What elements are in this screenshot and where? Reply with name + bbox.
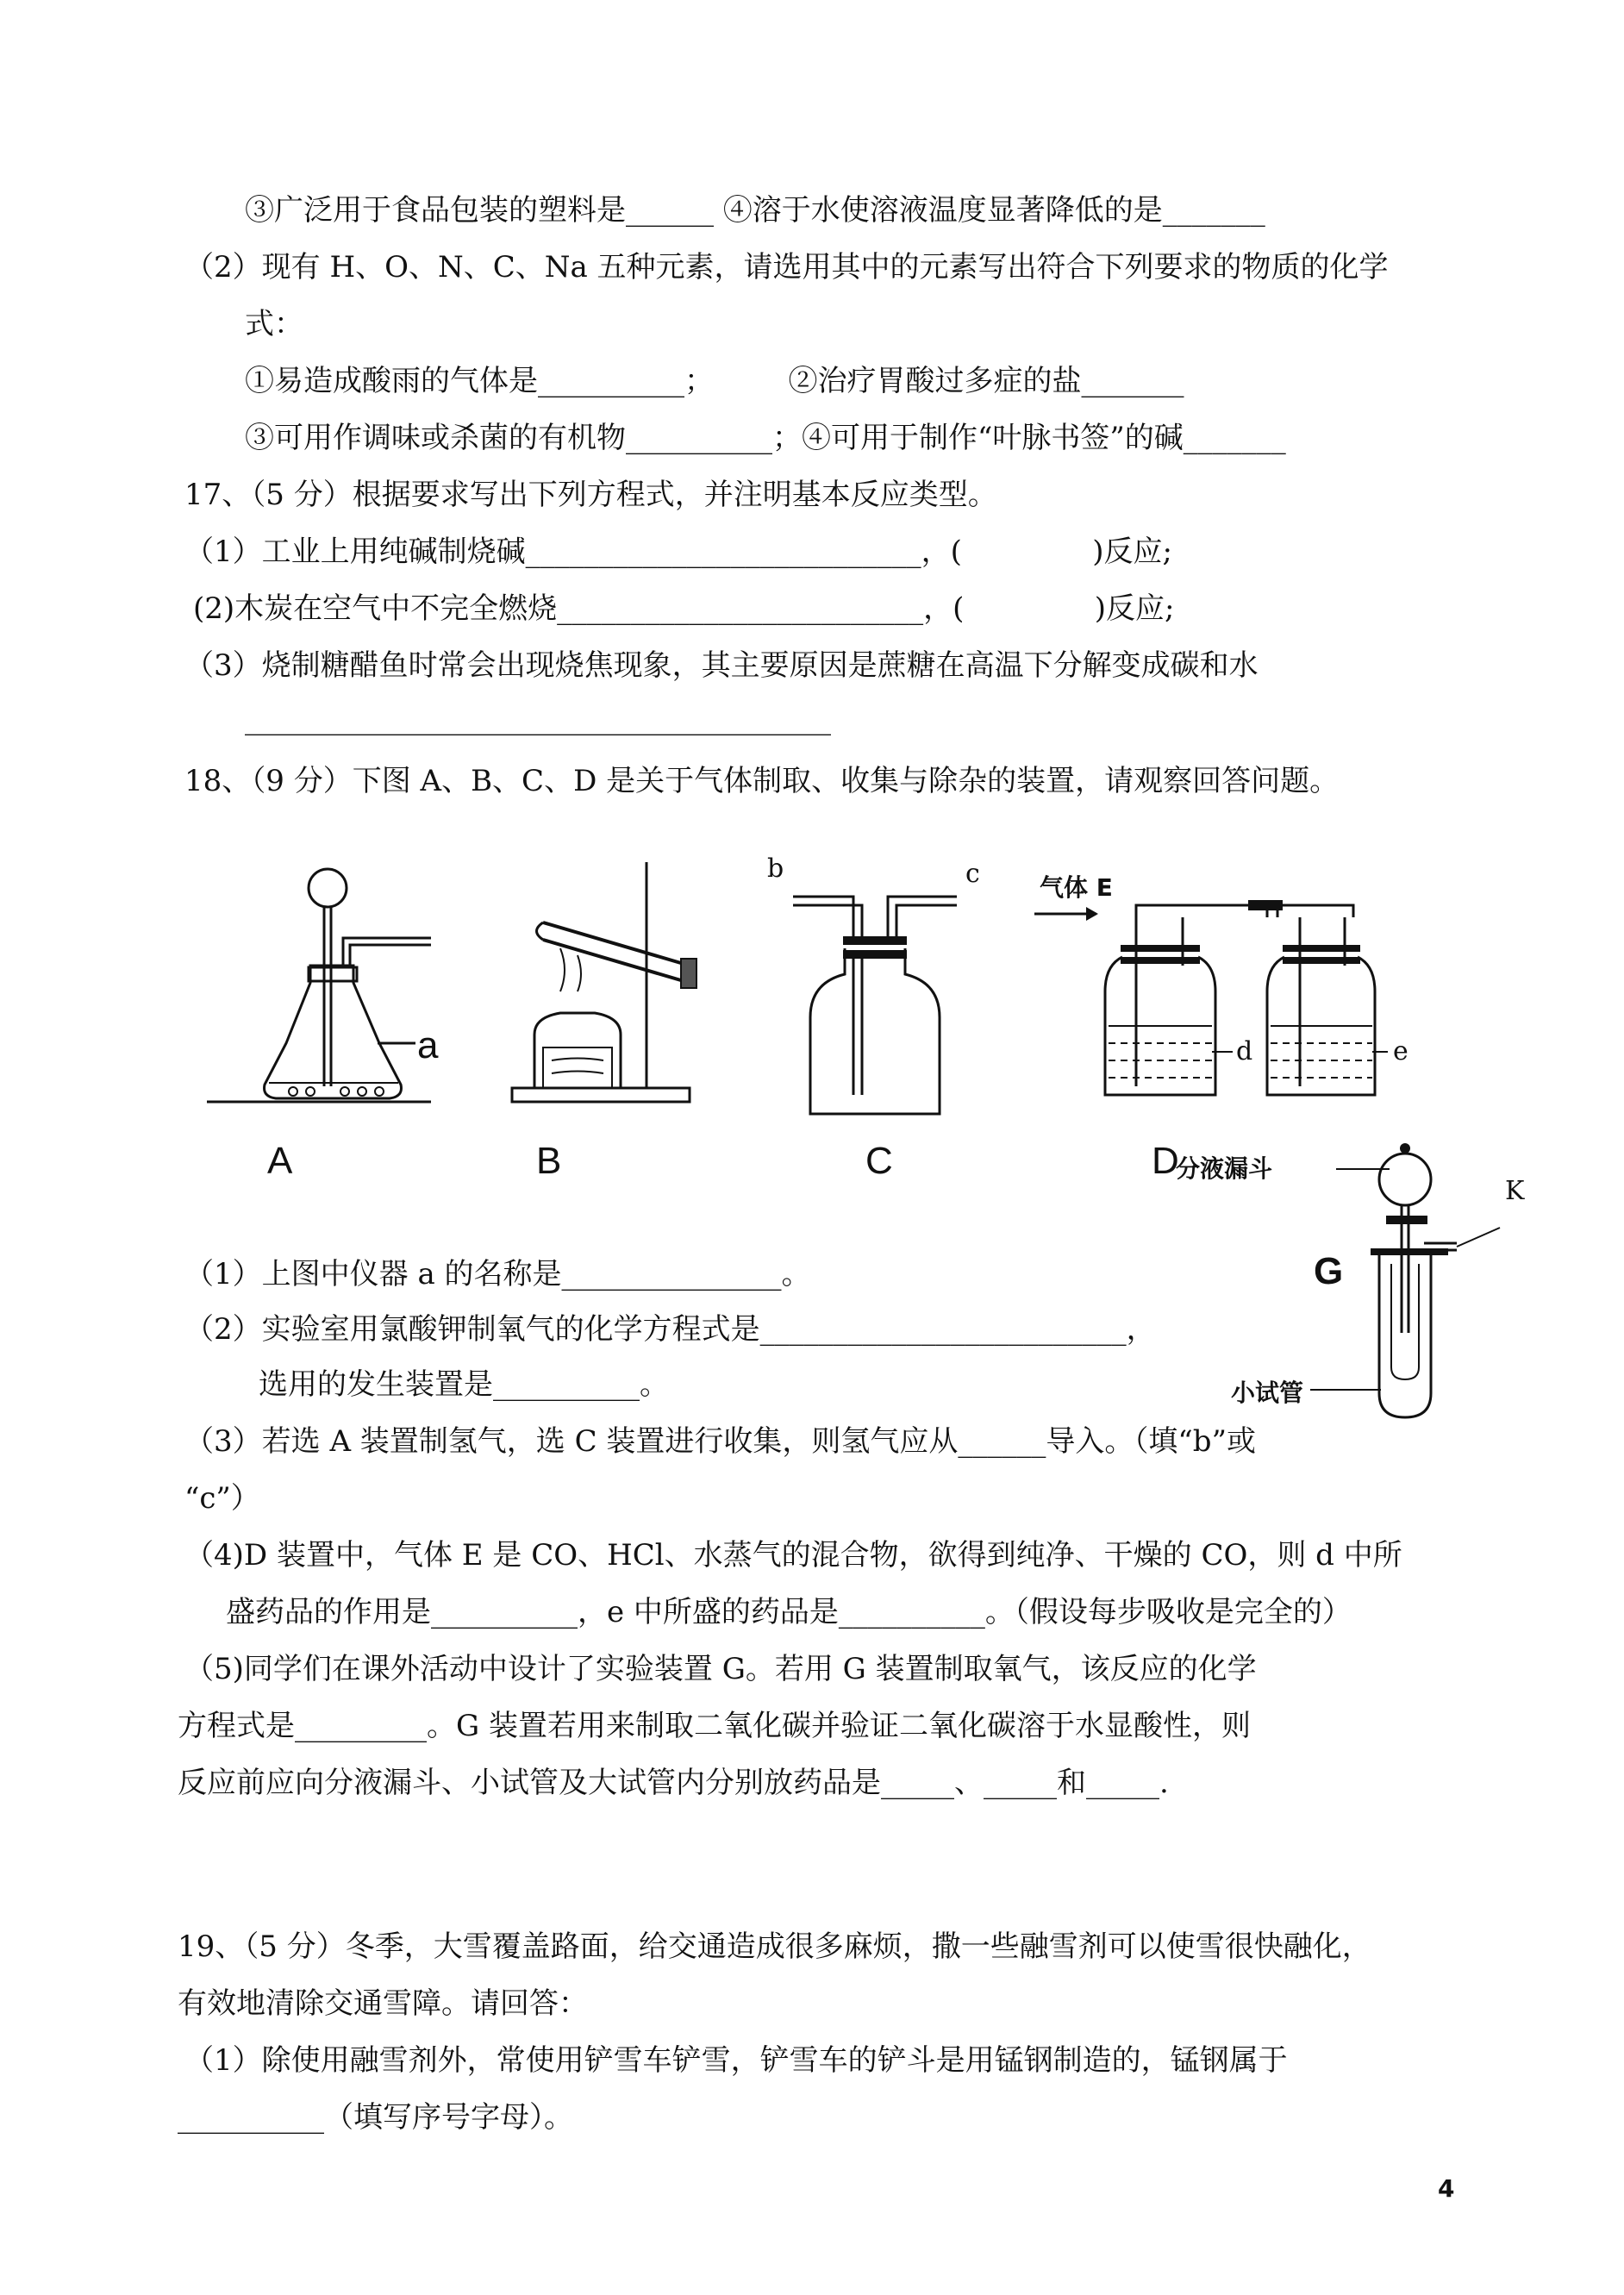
q16-part2-3-4: ③可用作调味或杀菌的有机物__________；④可用于制作“叶脉书签”的碱_______ (245, 421, 1286, 455)
label-B: B (536, 1140, 562, 1182)
label-small-tube: 小试管 (1231, 1379, 1304, 1407)
label-C: C (865, 1140, 893, 1182)
label-D: D (1152, 1140, 1179, 1182)
label-d: d (1236, 1036, 1253, 1066)
q16-line-3-4: ③广泛用于食品包装的塑料是______ ④溶于水使溶液温度显著降低的是_______ (245, 193, 1265, 228)
apparatus-c (793, 888, 965, 1121)
label-b: b (767, 854, 784, 884)
q17-part1: （1）工业上用纯碱制烧碱___________________________，( )反应; (184, 535, 1172, 569)
q16-part2-intro: （2）现有 H、O、N、C、Na 五种元素，请选用其中的元素写出符合下列要求的物质的化学 (184, 250, 1389, 285)
q19-title-cont: 有效地清除交通雪障。请回答： (178, 1986, 588, 2021)
q16-part2-intro-cont: 式： (245, 307, 303, 341)
q18-part2: （2）实验室用氯酸钾制氧气的化学方程式是_________________________， (184, 1312, 1156, 1347)
q18-part1: （1）上图中仪器 a 的名称是_______________。 (184, 1257, 811, 1291)
page-number: 4 (1438, 2174, 1455, 2203)
q18-part4-cont: 盛药品的作用是__________，e 中所盛的药品是__________。（假设每步吸收是完全的） (226, 1595, 1352, 1629)
q18-part4: （4)D 装置中，气体 E 是 CO、HCl、水蒸气的混合物，欲得到纯净、干燥的 CO，则 d 中所 (184, 1538, 1402, 1573)
q18-part5: （5)同学们在课外活动中设计了实验装置 G。若用 G 装置制取氧气，该反应的化学 (184, 1652, 1257, 1686)
label-G: G (1314, 1250, 1344, 1292)
q18-part3: （3）若选 A 装置制氢气，选 C 装置进行收集，则氢气应从______导入。（填“b”或 (184, 1424, 1256, 1459)
q18-part2-cont: 选用的发生装置是__________。 (259, 1367, 669, 1402)
label-funnel: 分液漏斗 (1176, 1154, 1273, 1183)
label-A: A (267, 1140, 293, 1182)
q18-title: 18、（9 分）下图 A、B、C、D 是关于气体制取、收集与除杂的装置，请观察回答问题。 (184, 764, 1340, 798)
label-e: e (1393, 1036, 1409, 1066)
label-gas-e: 气体 E (1040, 873, 1113, 902)
q19-title: 19、（5 分）冬季，大雪覆盖路面，给交通造成很多麻烦，撒一些融雪剂可以使雪很快融化， (178, 1929, 1371, 1964)
label-c: c (965, 859, 980, 889)
apparatus-b (509, 862, 707, 1112)
label-a: a (417, 1024, 439, 1066)
q19-part1-cont: __________（填写序号字母）。 (178, 2100, 573, 2135)
q18-part5-cont1: 方程式是_________。G 装置若用来制取二氧化碳并验证二氧化碳溶于水显酸性，则 (178, 1709, 1251, 1743)
q19-part1: （1）除使用融雪剂外，常使用铲雪车铲雪，铲雪车的铲斗是用锰钢制造的，锰钢属于 (184, 2043, 1288, 2078)
q18-part5-cont2: 反应前应向分液漏斗、小试管及大试管内分别放药品是_____、_____和_____. (178, 1766, 1169, 1800)
q17-part3-blank: ________________________________________ (245, 702, 831, 736)
q17-part3: （3）烧制糖醋鱼时常会出现烧焦现象，其主要原因是蔗糖在高温下分解变成碳和水 (184, 648, 1259, 683)
label-K: K (1505, 1176, 1525, 1206)
q17-title: 17、（5 分）根据要求写出下列方程式，并注明基本反应类型。 (184, 478, 997, 512)
apparatus-d (1026, 897, 1431, 1104)
q16-part2-1-2: ①易造成酸雨的气体是__________； ②治疗胃酸过多症的盐_______ (245, 364, 1184, 398)
q17-part2: (2)木炭在空气中不完全燃烧_________________________，( )反应; (193, 591, 1175, 626)
q18-part3-cont: “c”） (184, 1481, 260, 1516)
apparatus-a (207, 854, 465, 1112)
